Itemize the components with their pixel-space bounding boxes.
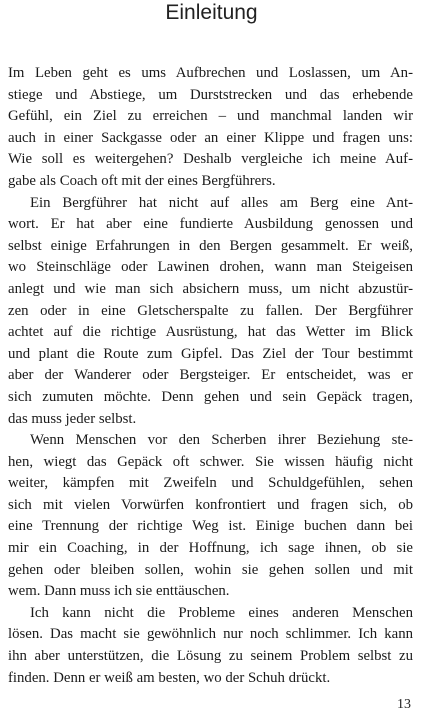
page-number: 13 [397,697,411,712]
paragraph [8,193,413,431]
text-line: Gefühl, ein Ziel zu erreichen – und manchmal landen wir [8,108,413,125]
paragraph [8,603,413,689]
text-line: stiege und Abstiege, um Durststrecken und das erhebende [8,86,413,103]
paragraph [8,430,413,603]
text-line: anlegt und wie man sich absichern muss, um nicht abzustür- [8,280,413,297]
text-line: Ein Bergführer hat nicht auf alles am Berg eine Ant- [30,194,413,211]
body-text [8,63,413,689]
chapter-heading: Einleitung [165,1,258,24]
text-line: mir ein Coaching, in der Hoffnung, ich sage ihnen, ob sie [8,540,413,557]
text-line: wort. Er hat aber eine fundierte Ausbildung genossen und [8,216,413,233]
text-line: achtet auf die richtige Ausrüstung, hat das Wetter im Blick [8,324,413,341]
text-line: aber der Wanderer oder Bergsteiger. Er entscheidet, was er [8,367,413,384]
text-line: finden. Denn er weiß am besten, wo der Schuh drückt. [8,669,331,686]
text-line: lösen. Das macht sie gewöhnlich nur noch schlimmer. Ich kann [8,626,413,643]
paragraph [8,63,413,193]
text-line: gehen oder bleiben sollen, wohin sie gehen sollen und mit [8,561,413,578]
text-line: sich mit vielen Vorwürfen konfrontiert und fragen sich, ob [8,496,413,513]
text-line: auch in einer Sackgasse oder an einer Klippe und fragen uns: [8,129,413,146]
text-line: wem. Dann muss ich sie enttäuschen. [8,583,230,600]
text-line: sich zumuten möchte. Denn gehen und sein Gepäck tragen, [8,388,413,405]
text-line: gabe als Coach oft mit der eines Bergführers. [8,172,276,189]
text-line: ihn aber unterstützen, die Lösung zu seinem Problem selbst zu [8,648,413,665]
text-line: und plant die Route zum Gipfel. Das Ziel der Tour bestimmt [8,345,413,362]
text-line: Ich kann nicht die Probleme eines anderen Menschen [30,604,413,621]
text-line: Wenn Menschen vor den Scherben ihrer Beziehung ste- [30,432,413,449]
text-line: selbst einige Erfahrungen in den Bergen gesammelt. Er weiß, [8,237,413,254]
text-line: eine Trennung der richtige Weg ist. Einige buchen dann bei [8,518,413,535]
text-line: das muss jeder selbst. [8,410,137,427]
text-line: Wie soll es weitergehen? Deshalb vergleiche ich meine Auf- [8,151,413,168]
text-line: weiter, kämpfen mit Zweifeln und Schuldgefühlen, sehen [8,475,413,492]
text-line: Im Leben geht es ums Aufbrechen und Loslassen, um An- [8,65,413,81]
text-line: wo Steinschläge oder Lawinen drohen, wann man Steigeisen [8,259,413,276]
text-line: hen, wiegt das Gepäck oft schwer. Sie wissen häufig nicht [8,453,413,470]
text-line: zen oder in eine Gletscherspalte zu fallen. Der Bergführer [8,302,413,319]
